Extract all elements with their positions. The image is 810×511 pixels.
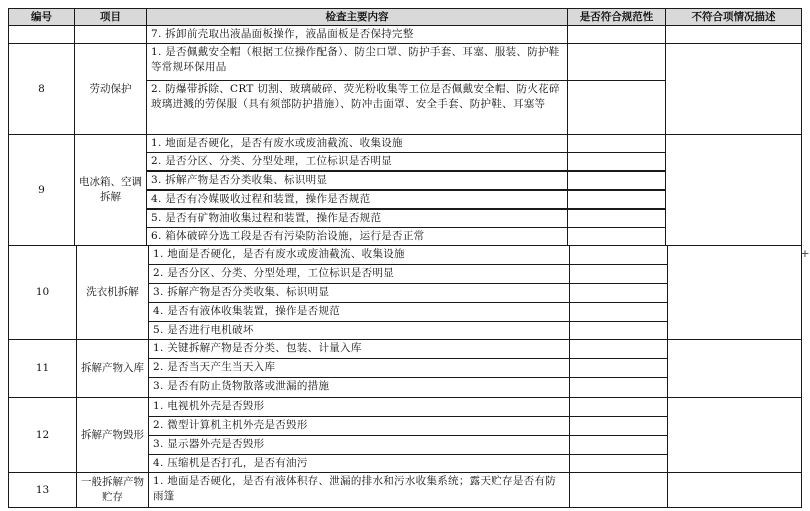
content-line: 5. 是否有矿物油收集过程和装置，操作是否规范	[146, 209, 568, 228]
item-cell-continued	[74, 25, 147, 44]
row-item: 一般拆解产物贮存	[76, 472, 149, 508]
content-line: 1. 电视机外壳是否毁形	[148, 397, 570, 417]
content-line: 1. 地面是否硬化，是否有废水或废油截流、收集设施	[148, 245, 570, 265]
content-line: 6. 箱体破碎分选工段是否有污染防治设施，运行是否正常	[146, 227, 568, 246]
noncompliance-cell	[667, 397, 802, 473]
content-line: 4. 是否有冷媒吸收过程和装置，操作是否规范	[146, 190, 568, 209]
compliant-cell	[567, 171, 666, 190]
row-number: 12	[8, 397, 77, 473]
content-line: 2. 是否当天产生当天入库	[148, 358, 570, 378]
noncompliance-cell	[665, 43, 802, 135]
row-number: 11	[8, 339, 77, 398]
content-line: 4. 压缩机是否打孔，是否有油污	[148, 454, 570, 473]
compliant-cell	[569, 377, 668, 398]
content-line: 3. 拆解产物是否分类收集、标识明显	[148, 283, 570, 303]
header-item: 项目	[74, 8, 147, 26]
content-line: 1. 是否佩戴安全帽（根据工位操作配备）、防尘口罩、防护手套、耳塞、服装、防护鞋等常规环保用品	[146, 43, 568, 81]
compliant-cell	[569, 339, 668, 359]
compliant-cell	[567, 80, 666, 135]
content-line: 3. 是否有防止货物散落或泄漏的措施	[148, 377, 570, 398]
compliant-cell	[569, 416, 668, 436]
compliant-cell	[567, 25, 666, 44]
num-cell-continued	[8, 25, 75, 44]
header-noncompliance: 不符合项情况描述	[665, 8, 802, 26]
compliant-cell	[567, 209, 666, 228]
content-line: 5. 是否进行电机破坏	[148, 321, 570, 340]
compliant-cell	[567, 152, 666, 171]
compliant-cell	[569, 283, 668, 303]
noncompliance-cell	[667, 339, 802, 398]
content-line: 7. 拆卸前壳取出液晶面板操作，液晶面板是否保持完整	[146, 25, 568, 44]
content-line: 2. 防爆带拆除、CRT 切割、玻璃破碎、荧光粉收集等工位是否佩戴安全帽、防火花碎玻璃迸溅的劳保服（具有须部防护措施）、防冲击面罩、安全手套、防护鞋、耳塞等	[146, 80, 568, 135]
compliant-cell	[567, 134, 666, 153]
row-item: 拆解产物毁形	[76, 397, 149, 473]
row-item: 劳动保护	[74, 43, 147, 135]
header-num: 编号	[8, 8, 75, 26]
content-line: 3. 显示器外壳是否毁形	[148, 435, 570, 455]
noncompliance-cell	[665, 134, 802, 246]
row-item: 拆解产物入库	[76, 339, 149, 398]
content-line: 1. 地面是否硬化，是否有废水或废油截流、收集设施	[146, 134, 568, 153]
content-line: 2. 是否分区、分类、分型处理，工位标识是否明显	[148, 264, 570, 284]
noncompliance-cell	[667, 245, 802, 340]
compliant-cell	[567, 43, 666, 81]
noncompliance-cell	[665, 25, 802, 44]
compliant-cell	[569, 454, 668, 473]
table-edge-marker: +	[800, 247, 810, 260]
compliant-cell	[569, 245, 668, 265]
compliant-cell	[569, 358, 668, 378]
content-line: 3. 拆解产物是否分类收集、标识明显	[146, 171, 568, 190]
row-number: 13	[8, 472, 77, 508]
row-number: 8	[8, 43, 75, 135]
row-number: 9	[8, 134, 75, 246]
compliant-cell	[569, 321, 668, 340]
compliant-cell	[569, 435, 668, 455]
content-line: 1. 关键拆解产物是否分类、包装、计量入库	[148, 339, 570, 359]
compliant-cell	[567, 227, 666, 246]
content-line: 2. 是否分区、分类、分型处理，工位标识是否明显	[146, 152, 568, 171]
compliant-cell	[569, 472, 668, 508]
row-item: 电冰箱、空调拆解	[74, 134, 147, 246]
compliant-cell	[569, 302, 668, 322]
header-compliant: 是否符合规范性	[567, 8, 666, 26]
content-line: 1. 地面是否硬化，是否有液体积存、泄漏的排水和污水收集系统；露天贮存是否有防雨篷	[148, 472, 570, 508]
content-line: 2. 微型计算机主机外壳是否毁形	[148, 416, 570, 436]
row-item: 洗衣机拆解	[76, 245, 149, 340]
compliant-cell	[567, 190, 666, 209]
header-content: 检查主要内容	[146, 8, 568, 26]
content-line: 4. 是否有液体收集装置，操作是否规范	[148, 302, 570, 322]
row-number: 10	[8, 245, 77, 340]
compliant-cell	[569, 397, 668, 417]
compliant-cell	[569, 264, 668, 284]
noncompliance-cell	[667, 472, 802, 508]
